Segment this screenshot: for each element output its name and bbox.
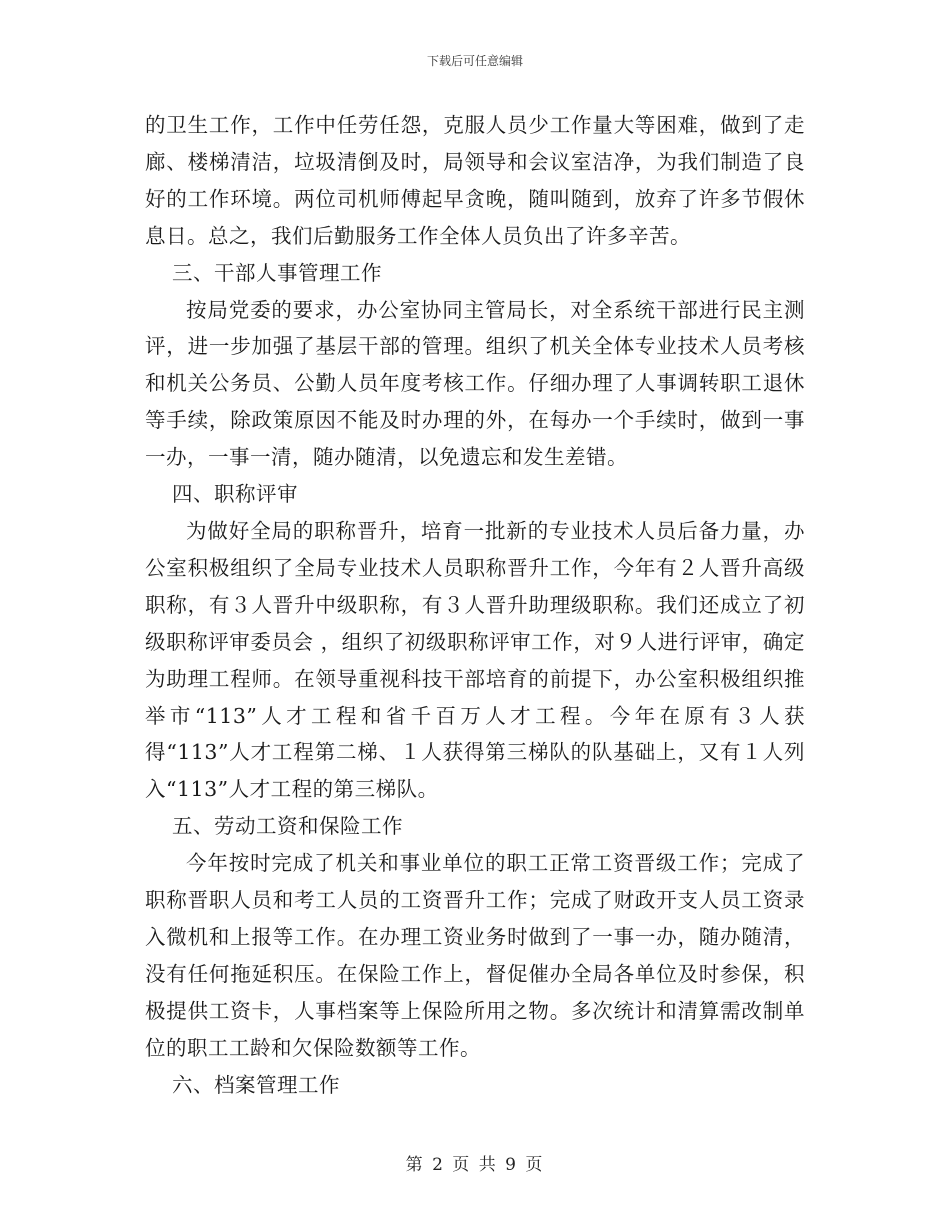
paragraph-personnel: 按局党委的要求，办公室协同主管局长，对全系统干部进行民主测评，进一步加强了基层干部的管理。组织了机关全体专业技术人员考核和机关公务员、公勤人员年度考核工作。仔细办理了人事调转职工退休等手续，除政策原因不能及时办理的外，在每办一个手续时，做到一事一办，一事一清，随办随清，以免遗忘和发生差错。	[145, 297, 805, 470]
page-header-note: 下载后可任意编辑	[426, 54, 523, 68]
section-heading-wages-insurance: 五、劳动工资和保险工作	[172, 814, 403, 839]
section-heading-title-review: 四、职称评审	[172, 482, 298, 507]
paragraph-continued: 的卫生工作，工作中任劳任怨，克服人员少工作量大等困难，做到了走廊、楼梯清洁，垃圾清倒及时，局领导和会议室洁净，为我们制造了良好的工作环境。两位司机师傅起早贪晚，随叫随到，放弃了许多节假休息日。总之，我们后勤服务工作全体人员负出了许多辛苦。	[145, 113, 805, 248]
paragraph-title-review: 为做好全局的职称晋升，培育一批新的专业技术人员后备力量，办公室积极组织了全局专业技术人员职称晋升工作，今年有２人晋升高级职称，有３人晋升中级职称，有３人晋升助理级职称。我们还成立了初级职称评审委员会 ，组织了初级职称评审工作，对９人进行评审，确定为助理工程师。在领导重视科技干部培育的前提下，办公室积极组织推举市“113”人才工程和省千百万人才工程。今年在原有３人获得“113”人才工程第二梯、１人获得第三梯队的队基础上，又有１人列入“113”人才工程的第三梯队。	[145, 518, 805, 802]
section-heading-personnel: 三、干部人事管理工作	[172, 260, 382, 285]
document-body	[145, 107, 805, 1103]
page-footer-pagination: 第 2 页 共 9 页	[405, 1155, 545, 1175]
paragraph-wages-insurance: 今年按时完成了机关和事业单位的职工正常工资晋级工作；完成了职称晋职人员和考工人员的工资晋升工作；完成了财政开支人员工资录入微机和上报等工作。在办理工资业务时做到了一事一办，随办随清，没有任何拖延积压。在保险工作上，督促催办全局各单位及时参保，积极提供工资卡，人事档案等上保险所用之物。多次统计和清算需改制单位的职工工龄和欠保险数额等工作。	[145, 851, 805, 1060]
section-heading-archives: 六、档案管理工作	[172, 1072, 340, 1097]
